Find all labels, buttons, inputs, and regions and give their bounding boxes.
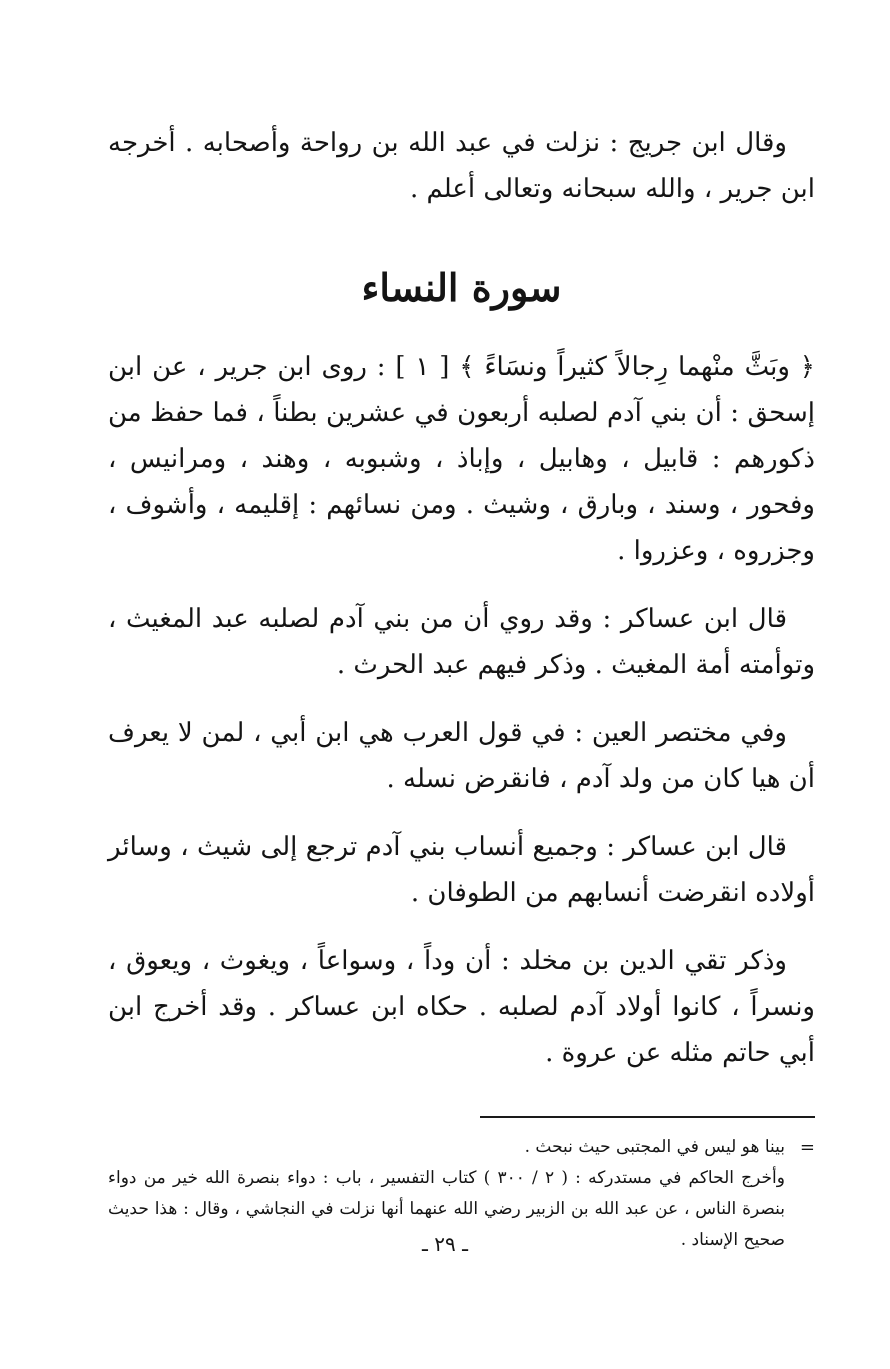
paragraph-taqi-al-din: وذكر تقي الدين بن مخلد : أن وداً ، وسواعاً ، ويغوث ، ويعوق ، ونسراً ، كانوا أولاد آدم لصلبه . حكاه ابن عساكر . وقد أخرج ابن أبي حاتم مثله عن عروة . xyxy=(108,946,815,1068)
page-number: ـ ٢٩ ـ xyxy=(422,1232,468,1256)
paragraph-mukhtasar-al-ayn: وفي مختصر العين : في قول العرب هي ابن أبي ، لمن لا يعرف أن هيا كان من ولد آدم ، فانقرض نسله . xyxy=(108,718,815,794)
paragraph-ibn-asakir-1: قال ابن عساكر : وقد روي أن من بني آدم لصلبه عبد المغيث ، وتوأمته أمة المغيث . وذكر فيهم عبد الحرث . xyxy=(108,604,815,680)
footnote-line: بينا هو ليس في المجتبى حيث نبحث . xyxy=(524,1137,785,1157)
footnote-line: وأخرج الحاكم في مستدركه : ( ٢ / ٣٠٠ ) كتاب التفسير ، باب : دواء بنصرة الله خير من دواء بنصرة الناس ، عن عبد الله بن الزبير رضي الله عنهما أنها نزلت في النجاشي ، وقال : هذا حديث صحيح الإسناد . xyxy=(108,1168,785,1250)
footnote-continuation-mark: = xyxy=(799,1137,815,1158)
paragraph-ibn-jurayj: وقال ابن جريج : نزلت في عبد الله بن رواحة وأصحابه . أخرجه ابن جرير ، والله سبحانه وتعالى أعلم . xyxy=(108,128,815,204)
surah-title: سورة النساء xyxy=(361,265,562,310)
paragraph-verse-commentary: ﴿ وبَثَّ منْهما رِجالاً كثيراً ونسَاءً ﴾ [ ١ ] : روى ابن جرير ، عن ابن إسحق : أن بني آدم لصلبه أربعون في عشرين بطناً ، فما حفظ من ذكورهم : قابيل ، وهابيل ، وإباذ ، وشبوبه ، وهند ، ومرانيس ، وفحور ، وسند ، وبارق ، وشيث . ومن نسائهم : إقليمه ، وأشوف ، وجزروه ، وعزروا . xyxy=(108,352,815,566)
paragraph-ibn-asakir-2: قال ابن عساكر : وجميع أنساب بني آدم ترجع إلى شيث ، وسائر أولاده انقرضت أنسابهم من الطوفان . xyxy=(108,832,815,908)
footnote-divider xyxy=(480,1116,815,1118)
